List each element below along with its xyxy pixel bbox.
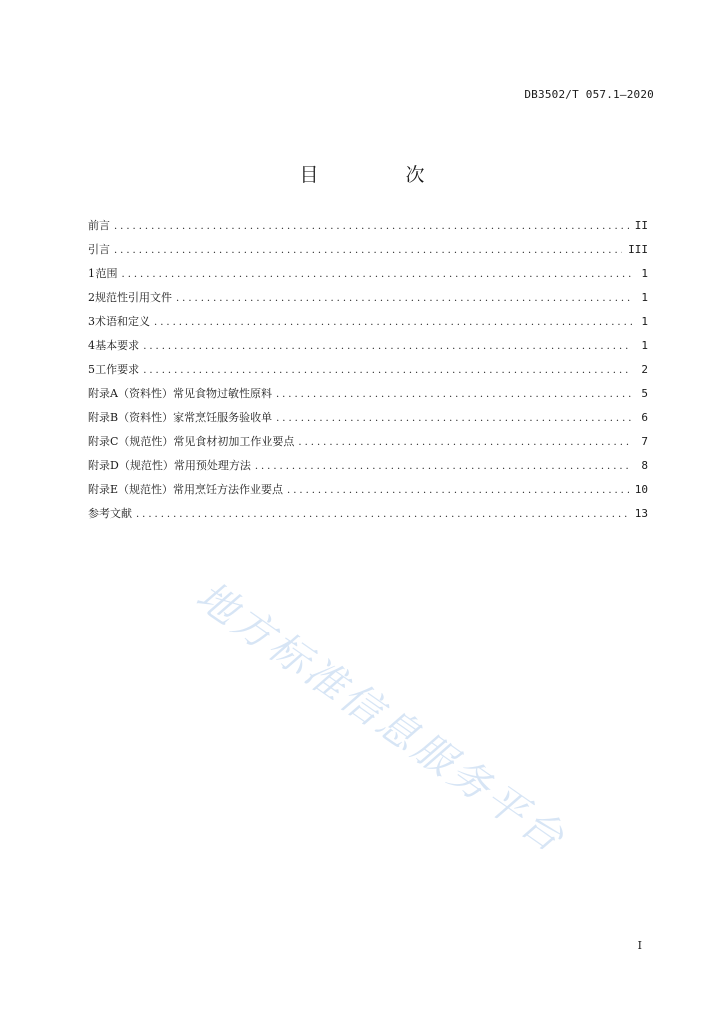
toc-entry-number: 4 (88, 339, 95, 352)
toc-leader-dots (114, 221, 629, 232)
standard-code: DB3502/T 057.1—2020 (524, 88, 654, 101)
toc-leader-dots (154, 317, 632, 328)
toc-leader-dots (298, 437, 632, 448)
toc-entry-label: 常用预处理方法 (173, 459, 251, 472)
toc-entry-appendix-a[interactable] (88, 385, 648, 409)
watermark: 地方标准信息服务平台 (187, 572, 575, 863)
toc-appendix-id: 附录D (88, 459, 119, 472)
toc-entry-terms-definitions[interactable] (88, 313, 648, 337)
toc-entry-label: 范围 (95, 267, 118, 280)
toc-entry-label: 基本要求 (95, 339, 140, 352)
toc-leader-dots (255, 461, 632, 472)
toc-entry-scope[interactable] (88, 265, 648, 289)
toc-entry-appendix-c[interactable] (88, 433, 648, 457)
toc-entry-label: 常用烹饪方法作业要点 (173, 483, 284, 496)
toc-entry-page: 1 (641, 267, 648, 280)
toc-leader-dots (287, 485, 629, 496)
toc-entry-page: 7 (641, 435, 648, 448)
toc-entry-label: 规范性引用文件 (95, 291, 172, 304)
toc-entry-page: 1 (641, 339, 648, 352)
page-number: I (637, 939, 642, 952)
toc-entry-label: 常见食材初加工作业要点 (173, 435, 295, 448)
toc-entry-label: 参考文献 (88, 507, 132, 520)
toc-entry-label: 术语和定义 (95, 315, 151, 328)
toc-appendix-type: （规范性） (118, 435, 174, 448)
table-of-contents (88, 217, 648, 529)
toc-appendix-id: 附录B (88, 411, 119, 424)
toc-entry-appendix-e[interactable] (88, 481, 648, 505)
toc-entry-page: 10 (634, 483, 648, 496)
toc-entry-appendix-b[interactable] (88, 409, 648, 433)
toc-appendix-id: 附录C (88, 435, 119, 448)
toc-entry-appendix-d[interactable] (88, 457, 648, 481)
toc-entry-page: 1 (641, 315, 648, 328)
toc-leader-dots (122, 269, 632, 280)
toc-appendix-id: 附录A (88, 387, 118, 400)
toc-entry-number: 1 (88, 267, 95, 280)
toc-leader-dots (176, 293, 632, 304)
toc-entry-introduction[interactable] (88, 241, 648, 265)
toc-entry-page: 6 (641, 411, 648, 424)
toc-entry-label: 家常烹饪服务验收单 (173, 411, 273, 424)
toc-leader-dots (276, 413, 632, 424)
toc-leader-dots (276, 389, 632, 400)
toc-entry-page: 2 (641, 363, 648, 376)
toc-entry-label: 前言 (88, 219, 110, 232)
toc-entry-page: III (628, 243, 648, 256)
toc-entry-page: 8 (641, 459, 648, 472)
toc-leader-dots (114, 245, 622, 256)
toc-entry-label: 引言 (88, 243, 110, 256)
toc-leader-dots (136, 509, 629, 520)
toc-appendix-type: （规范性） (118, 483, 174, 496)
toc-appendix-type: （规范性） (118, 459, 174, 472)
toc-entry-work-requirements[interactable] (88, 361, 648, 385)
toc-leader-dots (143, 365, 632, 376)
toc-appendix-type: （资料性） (118, 411, 174, 424)
toc-entry-page: 1 (641, 291, 648, 304)
toc-leader-dots (143, 341, 632, 352)
toc-entry-number: 5 (88, 363, 95, 376)
toc-entry-number: 2 (88, 291, 95, 304)
toc-entry-label: 工作要求 (95, 363, 140, 376)
toc-entry-normative-references[interactable] (88, 289, 648, 313)
page-title: 目 次 (299, 164, 459, 186)
toc-entry-bibliography[interactable] (88, 505, 648, 529)
toc-entry-number: 3 (88, 315, 95, 328)
toc-appendix-type: （资料性） (117, 387, 173, 400)
toc-entry-page: 5 (641, 387, 648, 400)
toc-entry-label: 常见食物过敏性原料 (172, 387, 272, 400)
toc-entry-page: 13 (634, 507, 648, 520)
toc-entry-basic-requirements[interactable] (88, 337, 648, 361)
toc-entry-page: II (634, 219, 648, 232)
toc-appendix-id: 附录E (88, 483, 119, 496)
toc-entry-foreword[interactable] (88, 217, 648, 241)
